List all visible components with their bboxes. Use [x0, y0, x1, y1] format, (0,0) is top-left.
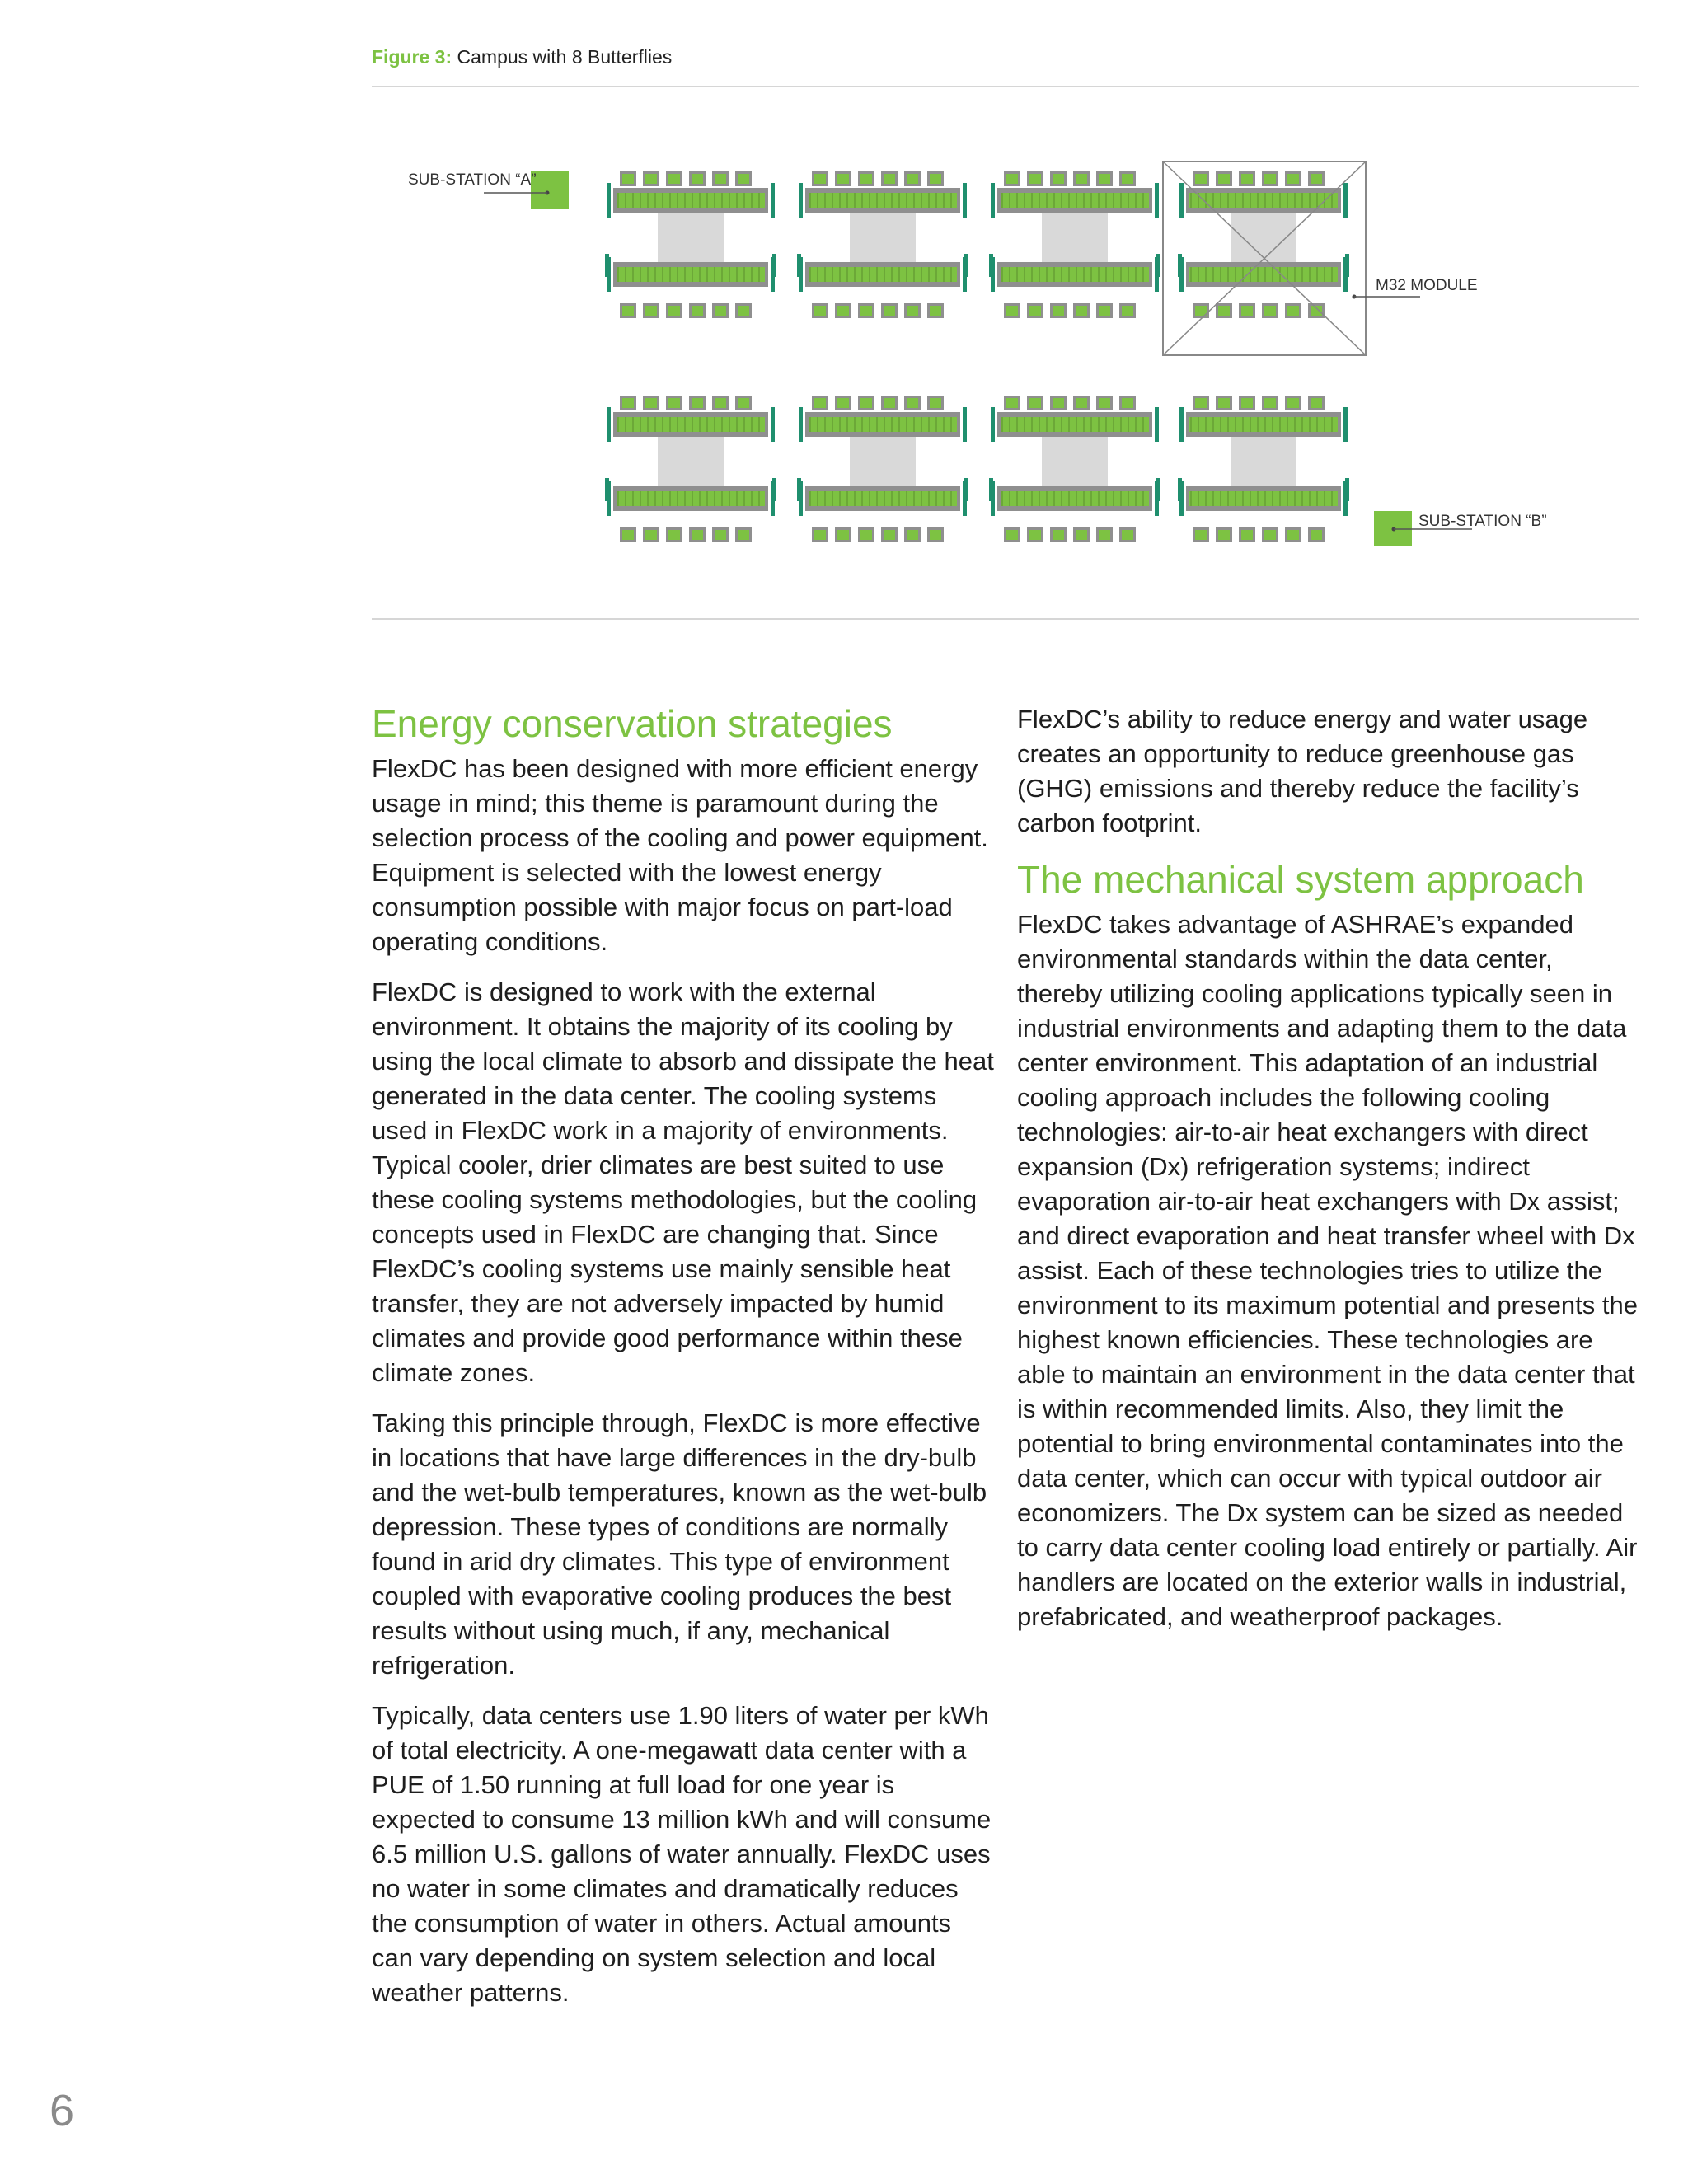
- unit-fill: [860, 398, 872, 408]
- rack-fill: [617, 417, 765, 432]
- unit-fill: [622, 174, 634, 184]
- paragraph: FlexDC is designed to work with the external environment. It obtains the majority of its cooling by using the local climate to absorb and dissipate the heat generated in the data center. The cooling systems used in FlexDC work in a majority of environments. Typical cooler, drier climates are best suited to use these cooling systems methodologies, but the cooling concepts used in FlexDC are changing that. Since FlexDC’s cooling systems use mainly sensible heat transfer, they are not adversely impacted by humid climates and provide good performance within these climate zones.: [372, 977, 994, 1387]
- unit-fill: [645, 398, 657, 408]
- intro-paragraph: FlexDC’s ability to reduce energy and water usage creates an opportunity to reduce greenhouse gas (GHG) emissions and thereby reduce the facility’s carbon footprint.: [1017, 705, 1588, 837]
- side-post: [989, 478, 993, 501]
- rack-fill: [809, 417, 957, 432]
- unit-fill: [1053, 306, 1064, 316]
- unit-fill: [884, 398, 895, 408]
- left-column: [372, 701, 998, 2026]
- end-marker: [1343, 407, 1348, 442]
- unit-fill: [907, 398, 918, 408]
- butterfly-group: [605, 171, 1349, 542]
- unit-fill: [907, 306, 918, 316]
- side-post: [1156, 254, 1160, 277]
- substation-b: [1374, 511, 1547, 546]
- unit-fill: [814, 530, 826, 540]
- unit-fill: [1053, 174, 1064, 184]
- unit-fill: [1122, 398, 1133, 408]
- side-post: [989, 254, 993, 277]
- figure-caption: [372, 46, 672, 68]
- unit-fill: [1264, 306, 1276, 316]
- corridor: [1231, 213, 1296, 264]
- figure-top-rule: [372, 86, 1639, 87]
- unit-fill: [1195, 174, 1207, 184]
- campus-diagram: [372, 124, 1639, 585]
- figure-label: Figure 3:: [372, 46, 452, 68]
- unit-fill: [1076, 306, 1087, 316]
- end-marker: [1155, 183, 1159, 218]
- unit-fill: [884, 530, 895, 540]
- rack-fill: [1001, 193, 1149, 208]
- unit-fill: [1264, 398, 1276, 408]
- unit-fill: [1218, 174, 1230, 184]
- m32-module-label: M32 MODULE: [1376, 277, 1478, 294]
- rack-fill: [1001, 267, 1149, 282]
- end-marker: [799, 183, 803, 218]
- unit-fill: [692, 530, 703, 540]
- unit-fill: [738, 398, 749, 408]
- side-post: [964, 478, 968, 501]
- unit-fill: [645, 306, 657, 316]
- butterfly: [1178, 396, 1349, 542]
- side-post: [797, 478, 801, 501]
- unit-fill: [715, 306, 726, 316]
- unit-fill: [907, 174, 918, 184]
- rack-fill: [809, 267, 957, 282]
- right-column: [1017, 702, 1643, 1650]
- rack-fill: [809, 193, 957, 208]
- unit-fill: [1264, 530, 1276, 540]
- unit-fill: [692, 174, 703, 184]
- unit-fill: [715, 530, 726, 540]
- unit-fill: [1218, 306, 1230, 316]
- unit-fill: [1099, 530, 1110, 540]
- side-post: [605, 254, 609, 277]
- corridor: [1042, 437, 1108, 488]
- end-marker: [991, 183, 995, 218]
- unit-fill: [1195, 398, 1207, 408]
- unit-fill: [715, 174, 726, 184]
- side-post: [1156, 478, 1160, 501]
- unit-fill: [1122, 174, 1133, 184]
- rack-fill: [617, 491, 765, 506]
- side-post: [1178, 478, 1182, 501]
- unit-fill: [1122, 530, 1133, 540]
- rack-fill: [617, 267, 765, 282]
- end-marker: [1343, 183, 1348, 218]
- side-post: [1345, 478, 1349, 501]
- side-post: [797, 254, 801, 277]
- unit-fill: [738, 306, 749, 316]
- end-marker: [963, 183, 967, 218]
- side-post: [772, 254, 776, 277]
- end-marker: [1179, 407, 1184, 442]
- unit-fill: [715, 398, 726, 408]
- unit-fill: [645, 530, 657, 540]
- mechanical-heading: The mechanical system approach: [1017, 858, 1584, 901]
- substation-a: [408, 171, 569, 209]
- unit-fill: [1241, 174, 1253, 184]
- end-marker: [1155, 407, 1159, 442]
- rack-fill: [617, 193, 765, 208]
- paragraph: FlexDC has been designed with more efficient energy usage in mind; this theme is paramount during the selection process of the cooling and power equipment. Equipment is selected with the lowest energy consumption possible with major focus on part-load operating conditions.: [372, 754, 988, 956]
- unit-fill: [814, 306, 826, 316]
- unit-fill: [1195, 530, 1207, 540]
- energy-heading: Energy conservation strategies: [372, 702, 893, 745]
- unit-fill: [1053, 398, 1064, 408]
- unit-fill: [1029, 530, 1041, 540]
- unit-fill: [860, 530, 872, 540]
- corridor: [850, 213, 916, 264]
- unit-fill: [814, 174, 826, 184]
- rack-fill: [1001, 491, 1149, 506]
- unit-fill: [860, 174, 872, 184]
- end-marker: [607, 407, 611, 442]
- unit-fill: [1311, 174, 1322, 184]
- unit-fill: [1076, 530, 1087, 540]
- side-post: [964, 254, 968, 277]
- page-number: 6: [49, 2086, 75, 2135]
- end-marker: [771, 407, 775, 442]
- unit-fill: [668, 306, 680, 316]
- unit-fill: [645, 174, 657, 184]
- unit-fill: [1287, 306, 1299, 316]
- unit-fill: [738, 530, 749, 540]
- butterfly: [1178, 171, 1349, 318]
- unit-fill: [1218, 530, 1230, 540]
- unit-fill: [668, 174, 680, 184]
- unit-fill: [1287, 398, 1299, 408]
- unit-fill: [1099, 306, 1110, 316]
- figure-bottom-rule: [372, 618, 1639, 620]
- paragraph: Taking this principle through, FlexDC is more effective in locations that have large differences in the dry-bulb and the wet-bulb temperatures, known as the wet-bulb depression. These types of conditions are normally found in arid dry climates. This type of environment coupled with evaporative cooling produces the best results without using much, if any, mechanical refrigeration.: [372, 1408, 987, 1680]
- end-marker: [963, 407, 967, 442]
- unit-fill: [814, 398, 826, 408]
- unit-fill: [837, 530, 849, 540]
- corridor: [1042, 213, 1108, 264]
- unit-fill: [1029, 306, 1041, 316]
- unit-fill: [1218, 398, 1230, 408]
- unit-fill: [930, 174, 941, 184]
- side-post: [1345, 254, 1349, 277]
- unit-fill: [1006, 174, 1018, 184]
- unit-fill: [1122, 306, 1133, 316]
- unit-fill: [1006, 306, 1018, 316]
- unit-fill: [930, 398, 941, 408]
- side-post: [605, 478, 609, 501]
- unit-fill: [1311, 530, 1322, 540]
- paragraph: FlexDC takes advantage of ASHRAE’s expanded environmental standards within the data center, thereby utilizing cooling applications typically seen in industrial environments and adapting them to the data center environment. This adaptation of an industrial cooling approach includes the following cooling technologies: air-to-air heat exchangers with direct expansion (Dx) refrigeration systems; indirect evaporation air-to-air heat exchangers with Dx assist; and direct evaporation and heat transfer wheel with Dx assist. Each of these technologies tries to utilize the environment to its maximum potential and presents the highest known efficiencies. These technologies are able to maintain an environment in the data center that is within recommended limits. Also, they limit the potential to bring environmental contaminates into the data center, which can occur with typical outdoor air economizers. The Dx system can be sized as needed to carry data center cooling load entirely or partially. Air handlers are located on the exterior walls in industrial, prefabricated, and weatherproof packages.: [1017, 910, 1638, 1631]
- end-marker: [991, 407, 995, 442]
- end-marker: [607, 183, 611, 218]
- unit-fill: [1241, 306, 1253, 316]
- end-marker: [799, 407, 803, 442]
- butterfly: [797, 171, 968, 318]
- butterfly: [605, 396, 776, 542]
- unit-fill: [1076, 174, 1087, 184]
- rack-fill: [1189, 417, 1338, 432]
- unit-fill: [907, 530, 918, 540]
- unit-fill: [1029, 398, 1041, 408]
- figure-caption-text: Campus with 8 Butterflies: [457, 46, 673, 68]
- unit-fill: [930, 530, 941, 540]
- unit-fill: [930, 306, 941, 316]
- unit-fill: [1311, 398, 1322, 408]
- unit-fill: [622, 530, 634, 540]
- butterfly: [989, 171, 1160, 318]
- substation-a-label: SUB-STATION “A”: [408, 171, 537, 189]
- unit-fill: [1195, 306, 1207, 316]
- rack-fill: [809, 491, 957, 506]
- unit-fill: [1264, 174, 1276, 184]
- unit-fill: [622, 398, 634, 408]
- unit-fill: [1099, 174, 1110, 184]
- unit-fill: [1006, 530, 1018, 540]
- unit-fill: [692, 398, 703, 408]
- unit-fill: [668, 530, 680, 540]
- unit-fill: [622, 306, 634, 316]
- side-post: [772, 478, 776, 501]
- unit-fill: [738, 174, 749, 184]
- butterfly: [605, 171, 776, 318]
- end-marker: [1179, 183, 1184, 218]
- unit-fill: [1029, 174, 1041, 184]
- unit-fill: [884, 174, 895, 184]
- unit-fill: [1241, 398, 1253, 408]
- side-post: [1178, 254, 1182, 277]
- corridor: [658, 213, 724, 264]
- substation-b-label: SUB-STATION “B”: [1418, 513, 1547, 530]
- unit-fill: [884, 306, 895, 316]
- unit-fill: [1241, 530, 1253, 540]
- substation-a-marker: [531, 171, 569, 209]
- rack-fill: [1189, 267, 1338, 282]
- unit-fill: [837, 174, 849, 184]
- unit-fill: [1287, 530, 1299, 540]
- unit-fill: [1076, 398, 1087, 408]
- corridor: [1231, 437, 1296, 488]
- rack-fill: [1189, 193, 1338, 208]
- rack-fill: [1001, 417, 1149, 432]
- unit-fill: [837, 398, 849, 408]
- unit-fill: [860, 306, 872, 316]
- rack-fill: [1189, 491, 1338, 506]
- unit-fill: [1006, 398, 1018, 408]
- unit-fill: [1287, 174, 1299, 184]
- corridor: [850, 437, 916, 488]
- end-marker: [771, 183, 775, 218]
- butterfly: [797, 396, 968, 542]
- unit-fill: [1053, 530, 1064, 540]
- unit-fill: [1099, 398, 1110, 408]
- butterfly: [989, 396, 1160, 542]
- paragraph: Typically, data centers use 1.90 liters of water per kWh of total electricity. A one-megawatt data center with a PUE of 1.50 running at full load for one year is expected to consume 13 million kWh and will consume 6.5 million U.S. gallons of water annually. FlexDC uses no water in some climates and dramatically reduces the consumption of water in others. Actual amounts can vary depending on system selection and local weather patterns.: [372, 1701, 992, 2007]
- unit-fill: [668, 398, 680, 408]
- unit-fill: [692, 306, 703, 316]
- unit-fill: [837, 306, 849, 316]
- corridor: [658, 437, 724, 488]
